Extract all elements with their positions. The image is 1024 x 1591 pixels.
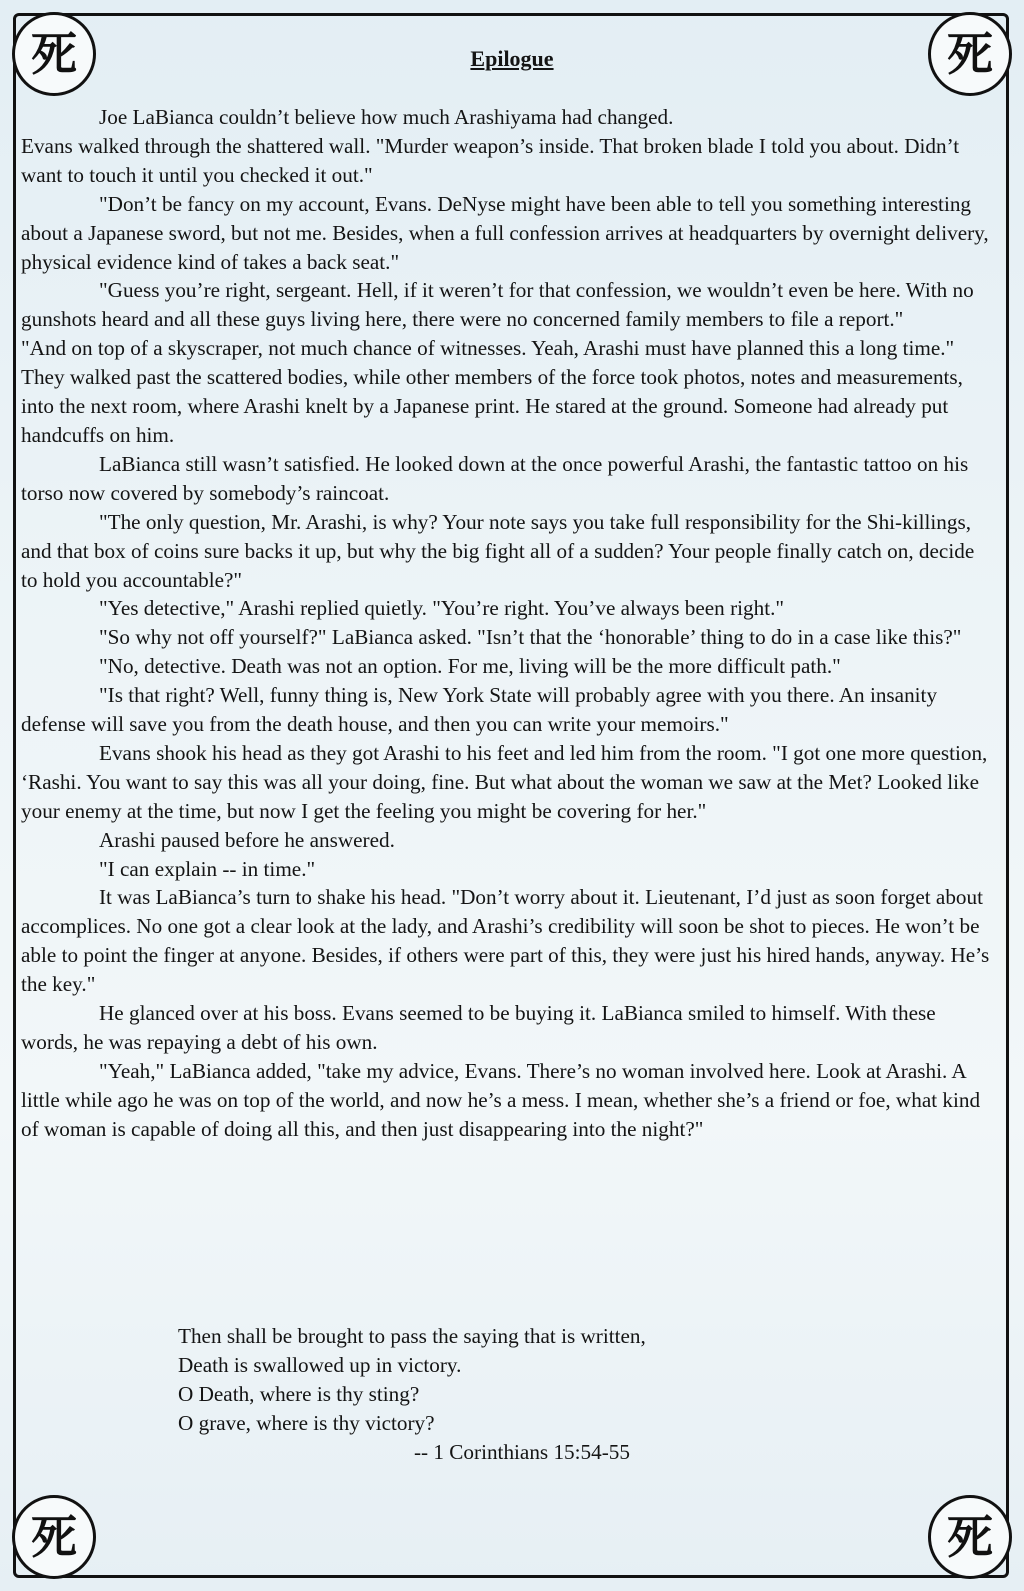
paragraph: Evans walked through the shattered wall. "Murder weapon’s inside. That broken blade I told you about. Didn’t want to touch it until you checked it out."	[21, 133, 960, 187]
paragraph: LaBianca still wasn’t satisfied. He looked down at the once powerful Arashi, the fantastic tattoo on his torso now covered by somebody’s raincoat.	[21, 451, 969, 505]
verse-citation: -- 1 Corinthians 15:54-55	[414, 1439, 630, 1464]
paragraph: "So why not off yourself?" LaBianca asked. "Isn’t that the ‘honorable’ thing to do in a case like this?"	[99, 625, 962, 650]
verse-line: Then shall be brought to pass the saying that is written,	[178, 1324, 646, 1348]
paragraph: "Guess you’re right, sergeant. Hell, if it weren’t for that confession, we wouldn’t even be here. With no gunshots heard and all these guys living here, there were no concerned family members to file a report."	[21, 278, 974, 332]
paragraph: He glanced over at his boss. Evans seemed to be buying it. LaBianca smiled to himself. With these words, he was repaying a debt of his own.	[21, 1001, 936, 1054]
death-kanji-icon: 死	[947, 1510, 993, 1564]
verse-line: Death is swallowed up in victory.	[178, 1352, 462, 1377]
scripture-quote	[178, 1322, 738, 1467]
paragraph: "The only question, Mr. Arashi, is why? Your note says you take full responsibility for the Shi-killings, and that box of coins sure backs it up, but why the big fight all of a sudden? Your people finally catch on, decide to hold you accountable?"	[21, 509, 975, 592]
paragraph: "Yeah," LaBianca added, "take my advice, Evans. There’s no woman involved here. Look at Arashi. A little while ago he was on top of the world, and now he’s a mess. I mean, whether she’s a friend or foe, what kind of woman is capable of doing all this, and then just disappearing into the night?"	[21, 1058, 981, 1141]
paragraph: "Is that right? Well, funny thing is, New York State will probably agree with you there. An insanity defense will save you from the death house, and then you can write your memoirs."	[21, 683, 938, 737]
paragraph: "Yes detective," Arashi replied quietly. "You’re right. You’ve always been right."	[99, 596, 785, 621]
paragraph: "Don’t be fancy on my account, Evans. DeNyse might have been able to tell you something interesting about a Japanese sword, but not me. Besides, when a full confession arrives at headquarters by overnight delivery, physical evidence kind of takes a back seat."	[21, 191, 989, 274]
story-body	[21, 103, 994, 1144]
paragraph: "No, detective. Death was not an option. For me, living will be the more difficult path."	[99, 654, 841, 679]
corner-ornament-bottom-left	[8, 1491, 100, 1583]
paragraph: Arashi paused before he answered.	[99, 827, 395, 852]
paragraph: Joe LaBianca couldn’t believe how much Arashiyama had changed.	[99, 105, 674, 129]
paragraph: It was LaBianca’s turn to shake his head. "Don’t worry about it. Lieutenant, I’d just as soon forget about accomplices. No one got a clear look at the lady, and Arashi’s credibility will soon be shot to pieces. He won’t be able to point the finger at anyone. Besides, if others were part of this, they were just his hired hands, anyway. He’s the key."	[21, 885, 990, 997]
page-title: Epilogue	[470, 46, 554, 71]
paragraph: Evans shook his head as they got Arashi to his feet and led him from the room. "I got one more question, ‘Rashi. You want to say this was all your doing, fine. But what about the woman we saw at the Met? Looked like your enemy at the time, but now I get the feeling you might be covering for her."	[21, 740, 988, 823]
death-kanji-icon: 死	[31, 27, 77, 81]
death-kanji-icon: 死	[31, 1510, 77, 1564]
death-kanji-icon: 死	[947, 27, 993, 81]
paragraph: They walked past the scattered bodies, while other members of the force took photos, notes and measurements, into the next room, where Arashi knelt by a Japanese print. He stared at the ground. Someone had already put handcuffs on him.	[21, 365, 963, 447]
paragraph: "And on top of a skyscraper, not much chance of witnesses. Yeah, Arashi must have planned this a long time."	[21, 336, 955, 361]
verse-line: O Death, where is thy sting?	[178, 1381, 420, 1406]
verse-line: O grave, where is thy victory?	[178, 1410, 435, 1435]
corner-ornament-bottom-right	[924, 1491, 1016, 1583]
paragraph: "I can explain -- in time."	[99, 856, 316, 881]
